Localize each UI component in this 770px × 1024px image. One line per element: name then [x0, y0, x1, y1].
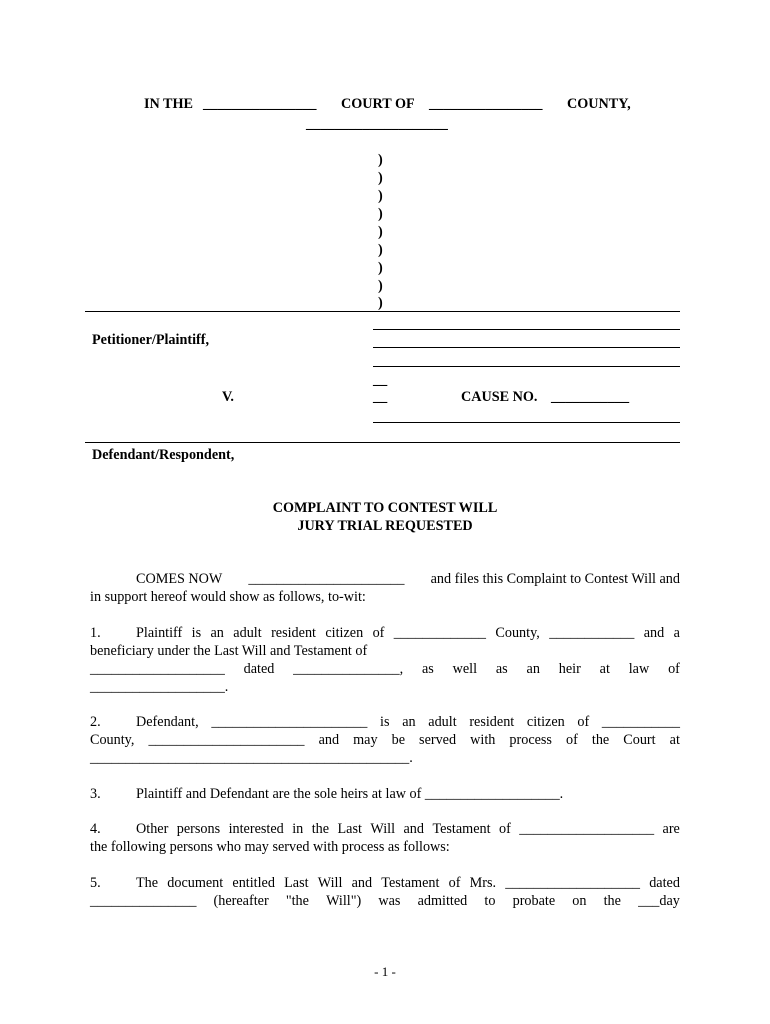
- p4-line-1: [90, 821, 680, 838]
- word: at: [599, 661, 610, 677]
- word: served: [419, 732, 457, 748]
- word: is: [380, 714, 390, 730]
- caption-divider: [85, 442, 680, 443]
- word: (hereafter: [213, 893, 269, 909]
- word: "the: [285, 893, 309, 909]
- caption-paren: ): [378, 188, 383, 204]
- word: and: [318, 732, 340, 748]
- county-blank: ___________: [601, 714, 680, 730]
- p3-text: Plaintiff and Defendant are the sole heirs at law of ___________________.: [136, 786, 564, 802]
- word: Defendant,: [136, 714, 199, 730]
- plaintiff-name-blank: ______________________: [248, 571, 405, 587]
- intro-comes-now: COMES NOW: [136, 571, 223, 587]
- decedent-name-blank: ___________________: [519, 821, 655, 837]
- p1-line-1: [90, 625, 680, 642]
- word: Testament: [432, 821, 491, 837]
- decedent-name-blank: ___________________: [505, 875, 640, 891]
- word: process: [509, 732, 552, 748]
- county-name-blank: ________________: [429, 96, 543, 112]
- word: Last: [337, 821, 362, 837]
- document-title: COMPLAINT TO CONTEST WILL: [272, 500, 498, 516]
- p1-line-3: [90, 661, 680, 678]
- word: interested: [228, 821, 284, 837]
- word: of: [566, 732, 578, 748]
- intro-line-1: [90, 571, 680, 588]
- caption-rule: [373, 422, 680, 423]
- word: document: [167, 875, 224, 891]
- caption-paren: ): [378, 278, 383, 294]
- caption-divider: [85, 311, 680, 312]
- word: a: [673, 625, 680, 641]
- word: of: [448, 875, 461, 891]
- word: admitted: [417, 893, 468, 909]
- word: Last: [284, 875, 309, 891]
- caption-rule: [373, 366, 680, 367]
- word: citizen: [526, 714, 565, 730]
- word: dated: [649, 875, 680, 891]
- word: may: [353, 732, 378, 748]
- word: is: [191, 625, 202, 641]
- word: Testament: [381, 875, 440, 891]
- word: as: [495, 661, 508, 677]
- will-date-blank: _______________: [90, 893, 197, 909]
- word: County,: [495, 625, 540, 641]
- state-blank: ____________________: [306, 116, 448, 132]
- word: on: [572, 893, 587, 909]
- word: the: [603, 893, 621, 909]
- decedent-name-blank: ___________________: [90, 661, 225, 677]
- word: and: [351, 875, 373, 891]
- will-date-blank: _______________,: [293, 661, 404, 677]
- word: of: [668, 661, 680, 677]
- caption-paren: ): [378, 242, 383, 258]
- word: and: [643, 625, 665, 641]
- word: well: [452, 661, 478, 677]
- word: and: [403, 821, 424, 837]
- caption-short-blank: __: [373, 389, 388, 405]
- p1-line-4: ___________________.: [90, 679, 229, 695]
- word: of: [577, 714, 590, 730]
- word: Will: [370, 821, 396, 837]
- caption-short-blank: __: [373, 372, 388, 388]
- word: an: [526, 661, 540, 677]
- word: be: [391, 732, 405, 748]
- county-blank: _____________: [393, 625, 487, 641]
- caption-paren: ): [378, 206, 383, 222]
- caption-paren: ): [378, 224, 383, 240]
- word: Other: [136, 821, 169, 837]
- caption-paren: ): [378, 152, 383, 168]
- word: was: [378, 893, 401, 909]
- p5-line-1: [90, 875, 680, 892]
- caption-paren: ): [378, 260, 383, 276]
- intro-line-2: in support hereof would show as follows, to-wit:: [90, 589, 366, 605]
- word: adult: [428, 714, 457, 730]
- p2-line-1: [90, 714, 680, 731]
- word: to: [484, 893, 496, 909]
- state-blank: ______________________: [148, 732, 305, 748]
- caption-county: COUNTY,: [567, 96, 631, 112]
- word: probate: [512, 893, 556, 909]
- word: the: [591, 732, 610, 748]
- p2-line-3: _____________________________________________.: [90, 750, 413, 766]
- word: persons: [176, 821, 221, 837]
- versus-label: V.: [222, 389, 234, 405]
- word: of: [499, 821, 511, 837]
- caption-rule: [373, 347, 680, 348]
- word: adult: [233, 625, 262, 641]
- court-name-blank: ________________: [203, 96, 317, 112]
- word: heir: [558, 661, 581, 677]
- p4-line-2: the following persons who may served with process as follows:: [90, 839, 450, 855]
- caption-paren: ): [378, 295, 383, 311]
- petitioner-label: Petitioner/Plaintiff,: [92, 332, 210, 348]
- word: The: [136, 875, 159, 891]
- defendant-name-blank: ______________________: [211, 714, 368, 730]
- word: Will"): [326, 893, 362, 909]
- word: Mrs.: [469, 875, 497, 891]
- word: an: [210, 625, 224, 641]
- word: entitled: [232, 875, 275, 891]
- p2-line-2: [90, 732, 680, 749]
- caption-in-the: IN THE: [144, 96, 194, 112]
- word: the: [311, 821, 330, 837]
- word: at: [669, 732, 680, 748]
- page-number: - 1 -: [374, 964, 396, 979]
- paragraph-number: 3.: [90, 786, 101, 802]
- word: in: [292, 821, 304, 837]
- word: resident: [271, 625, 316, 641]
- caption-rule: [373, 329, 680, 330]
- p5-line-2: [90, 893, 680, 910]
- word: resident: [469, 714, 515, 730]
- word: County,: [90, 732, 135, 748]
- word: Plaintiff: [136, 625, 183, 641]
- probate-day-blank: ___day: [638, 893, 680, 909]
- p1-line-2: beneficiary under the Last Will and Testament of: [90, 643, 368, 659]
- defendant-label: Defendant/Respondent,: [92, 447, 235, 463]
- cause-number-blank: ___________: [551, 389, 630, 405]
- document-subtitle: JURY TRIAL REQUESTED: [297, 518, 473, 534]
- paragraph-number: 4.: [90, 821, 101, 837]
- word: are: [662, 821, 680, 837]
- paragraph-number: 1.: [90, 625, 101, 641]
- state-blank: ____________: [549, 625, 635, 641]
- word: as: [421, 661, 434, 677]
- cause-number-label: CAUSE NO.: [461, 389, 538, 405]
- word: of: [372, 625, 385, 641]
- paragraph-number: 2.: [90, 714, 101, 730]
- word: Will: [317, 875, 343, 891]
- intro-text: and files this Complaint to Contest Will and: [430, 571, 680, 587]
- word: an: [402, 714, 416, 730]
- word: citizen: [325, 625, 364, 641]
- paragraph-number: 5.: [90, 875, 101, 891]
- word: law: [628, 661, 650, 677]
- caption-court-of: COURT OF: [341, 96, 415, 112]
- word: with: [470, 732, 496, 748]
- word: Court: [623, 732, 656, 748]
- caption-paren: ): [378, 170, 383, 186]
- word: dated: [243, 661, 275, 677]
